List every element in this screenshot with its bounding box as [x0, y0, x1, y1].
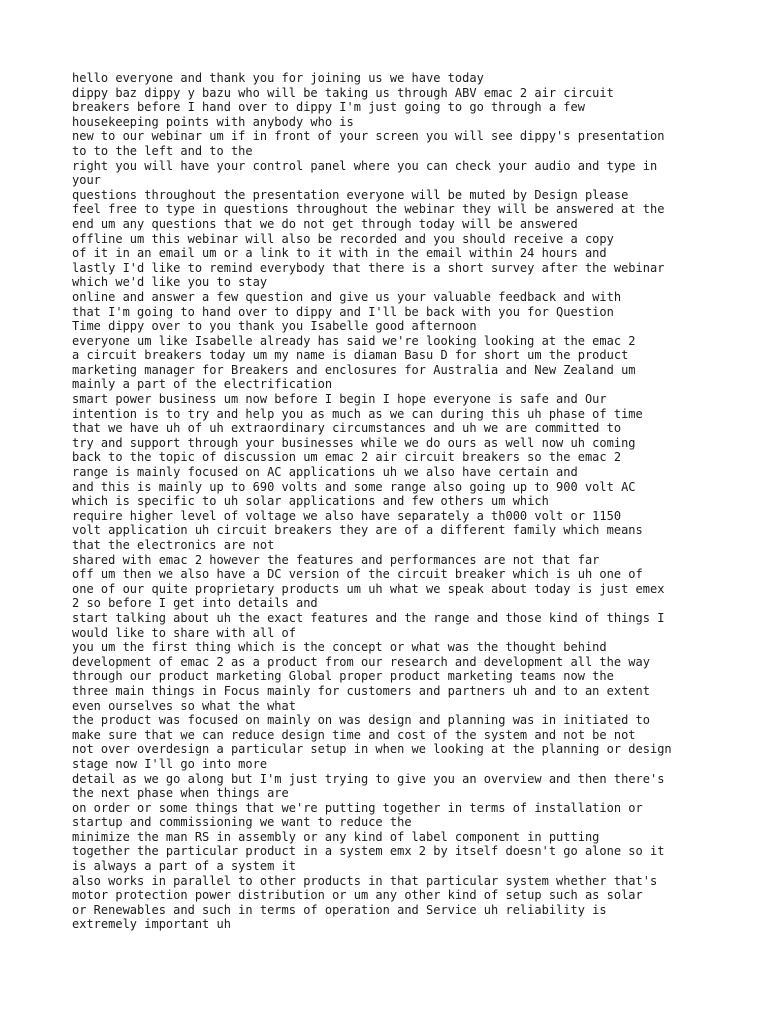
- transcript-line: housekeeping points with anybody who is: [72, 114, 354, 129]
- transcript-line: smart power business um now before I begin I hope everyone is safe and Our: [72, 392, 607, 407]
- transcript-line: together the particular product in a system emx 2 by itself doesn't go alone so it: [72, 844, 665, 859]
- transcript-line: is always a part of a system it: [72, 859, 296, 874]
- transcript-line: one of our quite proprietary products um uh what we speak about today is just emex: [72, 581, 665, 596]
- transcript-line: breakers before I hand over to dippy I'm just going to go through a few: [72, 100, 585, 115]
- transcript-line: require higher level of voltage we also have separately a th000 volt or 1150: [72, 508, 622, 523]
- transcript-line: stage now I'll go into more: [72, 756, 268, 771]
- transcript-line: hello everyone and thank you for joining us we have today: [72, 71, 484, 85]
- transcript-line: dippy baz dippy y bazu who will be taking us through ABV emac 2 air circuit: [72, 85, 614, 100]
- transcript-line: you um the first thing which is the concept or what was the thought behind: [72, 640, 607, 655]
- transcript-line: startup and commissioning we want to reduce the: [72, 815, 412, 830]
- transcript-line: lastly I'd like to remind everybody that there is a short survey after the webinar: [72, 260, 665, 275]
- transcript-line: that the electronics are not: [72, 538, 275, 552]
- transcript-line: range is mainly focused on AC applications uh we also have certain and: [72, 465, 578, 480]
- transcript-line: 2 so before I get into details and: [72, 596, 318, 611]
- transcript-line: Time dippy over to you thank you Isabelle good afternoon: [72, 319, 477, 334]
- transcript-line: new to our webinar um if in front of your screen you will see dippy's presentation: [72, 129, 665, 144]
- transcript-line: end um any questions that we do not get through today will be answered: [72, 216, 578, 231]
- transcript-line: to to the left and to the: [72, 143, 253, 158]
- transcript-line: marketing manager for Breakers and enclosures for Australia and New Zealand um: [72, 362, 636, 377]
- transcript-line: of it in an email um or a link to it with in the email within 24 hours and: [72, 246, 607, 261]
- transcript-line: feel free to type in questions throughout the webinar they will be answered at the: [72, 202, 665, 217]
- transcript-line: detail as we go along but I'm just trying to give you an overview and then there's: [72, 771, 665, 786]
- transcript-text: [72, 71, 712, 932]
- transcript-line: development of emac 2 as a product from our research and development all the way: [72, 654, 650, 669]
- transcript-line: and this is mainly up to 690 volts and some range also going up to 900 volt AC: [72, 479, 636, 494]
- transcript-line: intention is to try and help you as much as we can during this uh phase of time: [72, 406, 643, 421]
- transcript-line: mainly a part of the electrification: [72, 377, 333, 392]
- transcript-line: which we'd like you to stay: [72, 275, 268, 290]
- transcript-line: make sure that we can reduce design time and cost of the system and not be not: [72, 727, 636, 742]
- transcript-line: your: [72, 173, 101, 188]
- transcript-line: online and answer a few question and give us your valuable feedback and with: [72, 289, 622, 304]
- transcript-line: on order or some things that we're putting together in terms of installation or: [72, 800, 643, 815]
- transcript-line: three main things in Focus mainly for customers and partners uh and to an extent: [72, 683, 650, 698]
- transcript-line: right you will have your control panel where you can check your audio and type in: [72, 158, 658, 173]
- transcript-line: shared with emac 2 however the features and performances are not that far: [72, 552, 600, 567]
- transcript-line: not over overdesign a particular setup in when we looking at the planning or design: [72, 742, 672, 757]
- transcript-line: offline um this webinar will also be recorded and you should receive a copy: [72, 231, 614, 246]
- transcript-line: off um then we also have a DC version of the circuit breaker which is uh one of: [72, 567, 643, 582]
- transcript-line: questions throughout the presentation everyone will be muted by Design please: [72, 187, 629, 202]
- transcript-line: even ourselves so what the what: [72, 698, 296, 713]
- transcript-line: start talking about uh the exact features and the range and those kind of things I: [72, 610, 665, 625]
- transcript-line: extremely important uh: [72, 917, 231, 932]
- transcript-line: would like to share with all of: [72, 625, 296, 640]
- transcript-line: through our product marketing Global proper product marketing teams now the: [72, 669, 614, 684]
- transcript-line: back to the topic of discussion um emac 2 air circuit breakers so the emac 2: [72, 450, 622, 465]
- transcript-line: everyone um like Isabelle already has said we're looking looking at the emac 2: [72, 333, 636, 348]
- transcript-line: minimize the man RS in assembly or any kind of label component in putting: [72, 829, 600, 844]
- transcript-line: or Renewables and such in terms of operation and Service uh reliability is: [72, 902, 607, 917]
- transcript-line: which is specific to uh solar applications and few others um which: [72, 494, 549, 509]
- transcript-line: volt application uh circuit breakers they are of a different family which means: [72, 523, 643, 538]
- transcript-line: also works in parallel to other products in that particular system whether that's: [72, 873, 658, 888]
- transcript-line: that I'm going to hand over to dippy and I'll be back with you for Question: [72, 304, 614, 319]
- transcript-line: try and support through your businesses while we do ours as well now uh coming: [72, 435, 636, 450]
- transcript-line: the next phase when things are: [72, 786, 289, 801]
- transcript-line: the product was focused on mainly on was design and planning was in initiated to: [72, 713, 650, 728]
- transcript-line: a circuit breakers today um my name is diaman Basu D for short um the product: [72, 348, 629, 363]
- transcript-line: that we have uh of uh extraordinary circumstances and uh we are committed to: [72, 421, 622, 436]
- transcript-line: motor protection power distribution or um any other kind of setup such as solar: [72, 888, 643, 903]
